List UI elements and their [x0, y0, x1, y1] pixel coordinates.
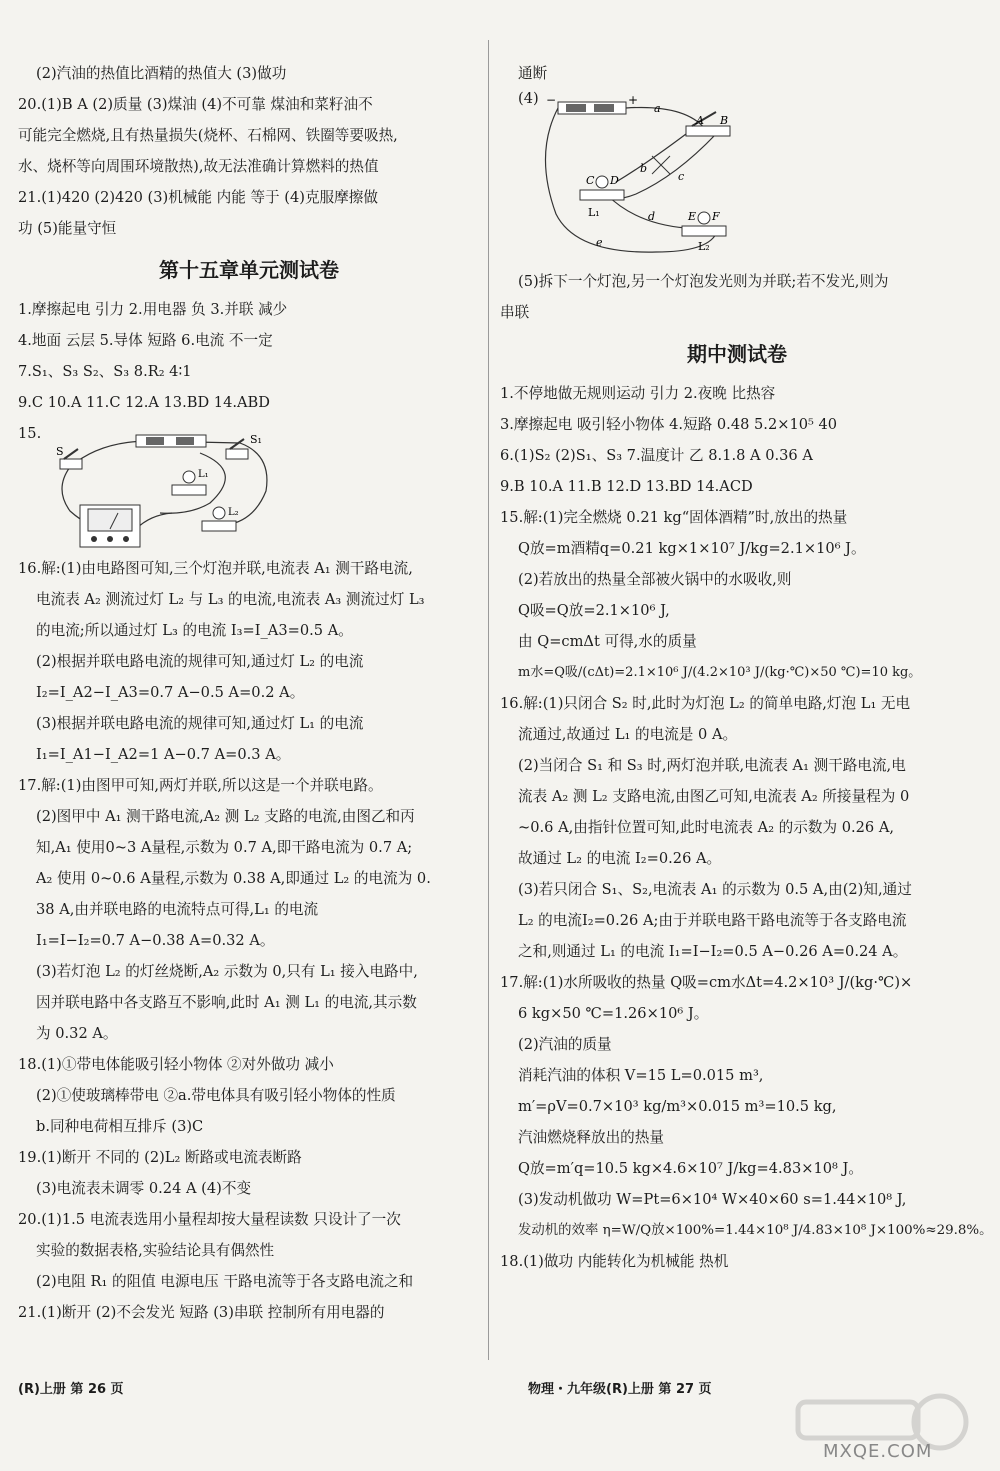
text-line: (5)拆下一个灯泡,另一个灯泡发光则为并联;若不发光,则为: [518, 273, 889, 290]
text-line: 4.地面 云层 5.导体 短路 6.电流 不一定: [18, 332, 273, 349]
label-e-wire: e: [596, 236, 603, 249]
column-divider: [488, 40, 489, 1360]
text-line: (2)当闭合 S₁ 和 S₃ 时,两灯泡并联,电流表 A₁ 测干路电流,电: [518, 757, 906, 774]
text-line: I₁=I−I₂=0.7 A−0.38 A=0.32 A。: [36, 932, 275, 949]
text-line: 为 0.32 A。: [36, 1025, 118, 1042]
text-line: 流通过,故通过 L₁ 的电流是 0 A。: [518, 726, 738, 743]
answer-block: [500, 378, 993, 1277]
text-line: 20.(1)B A (2)质量 (3)煤油 (4)不可靠 煤油和菜籽油不: [18, 96, 373, 113]
label-b-wire: b: [640, 162, 648, 175]
text-line: 功 (5)能量守恒: [18, 220, 117, 237]
text-line: m′=ρV=0.7×10³ kg/m³×0.015 m³=10.5 kg,: [518, 1098, 837, 1115]
text-line: 知,A₁ 使用0~3 A量程,示数为 0.7 A,即干路电流为 0.7 A;: [36, 839, 413, 856]
text-line: I₂=I_A2−I_A3=0.7 A−0.5 A=0.2 A。: [36, 684, 305, 701]
text-line: (3)若只闭合 S₁、S₂,电流表 A₁ 的示数为 0.5 A,由(2)知,通过: [518, 881, 912, 898]
text-line: (2)根据并联电路电流的规律可知,通过灯 L₂ 的电流: [36, 653, 364, 670]
label-a-wire: a: [654, 102, 661, 115]
page-footer-left: (R)上册 第 26 页: [18, 1382, 124, 1397]
text-line: 由 Q=cmΔt 可得,水的质量: [518, 633, 697, 650]
label-l2: L₂: [698, 240, 710, 253]
text-line: 18.(1)做功 内能转化为机械能 热机: [500, 1253, 729, 1270]
label-l1: L₁: [198, 469, 209, 480]
text-line: (3)若灯泡 L₂ 的灯丝烧断,A₂ 示数为 0,只有 L₁ 接入电路中,: [36, 963, 418, 980]
text-line: 17.解:(1)水所吸收的热量 Q吸=cm水Δt=4.2×10³ J/(kg·℃)×: [500, 974, 913, 991]
text-line: (2)汽油的热值比酒精的热值大 (3)做功: [36, 65, 287, 82]
label-minus: −: [546, 94, 557, 107]
text-line: A₂ 使用 0~0.6 A量程,示数为 0.38 A,即通过 L₂ 的电流为 0.: [36, 870, 431, 887]
text-line: m水=Q吸/(cΔt)=2.1×10⁶ J/(4.2×10³ J/(kg·℃)×50 ℃)=10 kg。: [518, 665, 922, 680]
text-line: 16.解:(1)只闭合 S₂ 时,此时为灯泡 L₂ 的简单电路,灯泡 L₁ 无电: [500, 695, 911, 712]
text-line: 6.(1)S₂ (2)S₁、S₃ 7.温度计 乙 8.1.8 A 0.36 A: [500, 447, 813, 464]
text-line: Q放=m′q=10.5 kg×4.6×10⁷ J/kg=4.83×10⁸ J。: [518, 1160, 863, 1177]
label-E: E: [688, 210, 697, 223]
text-line: 20.(1)1.5 电流表选用小量程却按大量程读数 只设计了一次: [18, 1211, 401, 1228]
answer-block: [18, 294, 480, 449]
text-line: (2)汽油的质量: [518, 1036, 612, 1053]
text-line: (3)根据并联电路电流的规律可知,通过灯 L₁ 的电流: [36, 715, 364, 732]
label-c-wire: c: [678, 170, 685, 183]
label-s: S: [56, 445, 64, 458]
text-line: 串联: [500, 304, 530, 321]
label-l2: L₂: [228, 507, 239, 518]
text-line: (3)电流表未调零 0.24 A (4)不变: [36, 1180, 252, 1197]
watermark-text: MXQE.COM: [823, 1441, 933, 1462]
text-line: 1.不停地做无规则运动 引力 2.夜晚 比热容: [500, 385, 776, 402]
text-line: 1.摩擦起电 引力 2.用电器 负 3.并联 减少: [18, 301, 288, 318]
label-F: F: [712, 210, 720, 223]
label-A: A: [696, 114, 704, 127]
text-line: Q吸=Q放=2.1×10⁶ J,: [518, 602, 670, 619]
text-line: 15.: [18, 425, 42, 442]
label-l1: L₁: [588, 206, 600, 219]
text-line: 通断: [518, 65, 548, 82]
label-C: C: [586, 174, 595, 187]
text-line: 流表 A₂ 测 L₂ 支路电流,由图乙可知,电流表 A₂ 所接量程为 0: [518, 788, 910, 805]
text-line: 电流表 A₂ 测流过灯 L₂ 与 L₃ 的电流,电流表 A₃ 测流过灯 L₃: [36, 591, 425, 608]
text-line: 的电流;所以通过灯 L₃ 的电流 I₃=I_A3=0.5 A。: [36, 622, 353, 639]
label-plus: +: [628, 94, 639, 107]
text-line: 故通过 L₂ 的电流 I₂=0.26 A。: [518, 850, 722, 867]
text-line: 21.(1)420 (2)420 (3)机械能 内能 等于 (4)克服摩擦做: [18, 189, 378, 206]
text-line: 消耗汽油的体积 V=15 L=0.015 m³,: [518, 1067, 764, 1084]
text-line: (2)①使玻璃棒带电 ②a.带电体具有吸引轻小物体的性质: [36, 1087, 396, 1104]
text-line: 之和,则通过 L₁ 的电流 I₁=I−I₂=0.5 A−0.26 A=0.24 A。: [518, 943, 908, 960]
text-line: 9.B 10.A 11.B 12.D 13.BD 14.ACD: [500, 478, 753, 495]
text-line: 9.C 10.A 11.C 12.A 13.BD 14.ABD: [18, 394, 270, 411]
text-line: 6 kg×50 ℃=1.26×10⁶ J。: [518, 1005, 709, 1022]
left-column: [18, 58, 480, 1328]
answer-block: [18, 553, 480, 1328]
text-line: (3)发动机做功 W=Pt=6×10⁴ W×40×60 s=1.44×10⁸ J,: [518, 1191, 907, 1208]
text-line: 15.解:(1)完全燃烧 0.21 kg“固体酒精”时,放出的热量: [500, 509, 848, 526]
text-line: 汽油燃烧释放出的热量: [518, 1129, 664, 1146]
text-line: 实验的数据表格,实验结论具有偶然性: [36, 1242, 275, 1259]
text-line: 17.解:(1)由图甲可知,两灯并联,所以这是一个并联电路。: [18, 777, 383, 794]
label-d-wire: d: [648, 210, 656, 223]
text-line: 7.S₁、S₃ S₂、S₃ 8.R₂ 4∶1: [18, 363, 192, 380]
section-title: 期中测试卷: [687, 342, 787, 366]
text-line: 3.摩擦起电 吸引轻小物体 4.短路 0.48 5.2×10⁵ 40: [500, 416, 838, 433]
text-line: b.同种电荷相互排斥 (3)C: [36, 1118, 204, 1135]
circuit-diagram-q15: [40, 429, 280, 551]
text-line: I₁=I_A1−I_A2=1 A−0.7 A=0.3 A。: [36, 746, 291, 763]
text-line: 19.(1)断开 不同的 (2)L₂ 断路或电流表断路: [18, 1149, 302, 1166]
text-line: (2)若放出的热量全部被火锅中的水吸收,则: [518, 571, 792, 588]
text-line: 16.解:(1)由电路图可知,三个灯泡并联,电流表 A₁ 测干路电流,: [18, 560, 413, 577]
text-line: Q放=m酒精q=0.21 kg×1×10⁷ J/kg=2.1×10⁶ J。: [518, 540, 866, 557]
page-footer-right: 物理・九年级(R)上册 第 27 页: [528, 1382, 712, 1397]
right-column: [500, 58, 993, 1277]
label-B: B: [720, 114, 729, 127]
text-line: 发动机的效率 η=W/Q放×100%=1.44×10⁸ J/4.83×10⁸ J×100%≈29.8%。: [518, 1223, 993, 1238]
text-line: ~0.6 A,由指针位置可知,此时电流表 A₂ 的示数为 0.26 A,: [518, 819, 895, 836]
answer-block: [18, 58, 480, 244]
text-line: (2)图甲中 A₁ 测干路电流,A₂ 测 L₂ 支路的电流,由图乙和丙: [36, 808, 415, 825]
text-line: 因并联电路中各支路互不影响,此时 A₁ 测 L₁ 的电流,其示数: [36, 994, 417, 1011]
text-line: 18.(1)①带电体能吸引轻小物体 ②对外做功 减小: [18, 1056, 334, 1073]
text-line: (4): [518, 90, 539, 107]
text-line: 水、烧杯等向周围环境散热),故无法准确计算燃料的热值: [18, 158, 379, 175]
label-D: D: [610, 174, 619, 187]
circuit-diagram-q4: [536, 94, 776, 264]
text-line: L₂ 的电流I₂=0.26 A;由于并联电路干路电流等于各支路电流: [518, 912, 907, 929]
section-title: 第十五章单元测试卷: [159, 258, 339, 282]
text-line: 38 A,由并联电路的电流特点可得,L₁ 的电流: [36, 901, 319, 918]
label-s1: S₁: [250, 433, 262, 446]
text-line: 可能完全燃烧,且有热量损失(烧杯、石棉网、铁圈等要吸热,: [18, 127, 398, 144]
text-line: 21.(1)断开 (2)不会发光 短路 (3)串联 控制所有用电器的: [18, 1304, 385, 1321]
text-line: (2)电阻 R₁ 的阻值 电源电压 干路电流等于各支路电流之和: [36, 1273, 414, 1290]
